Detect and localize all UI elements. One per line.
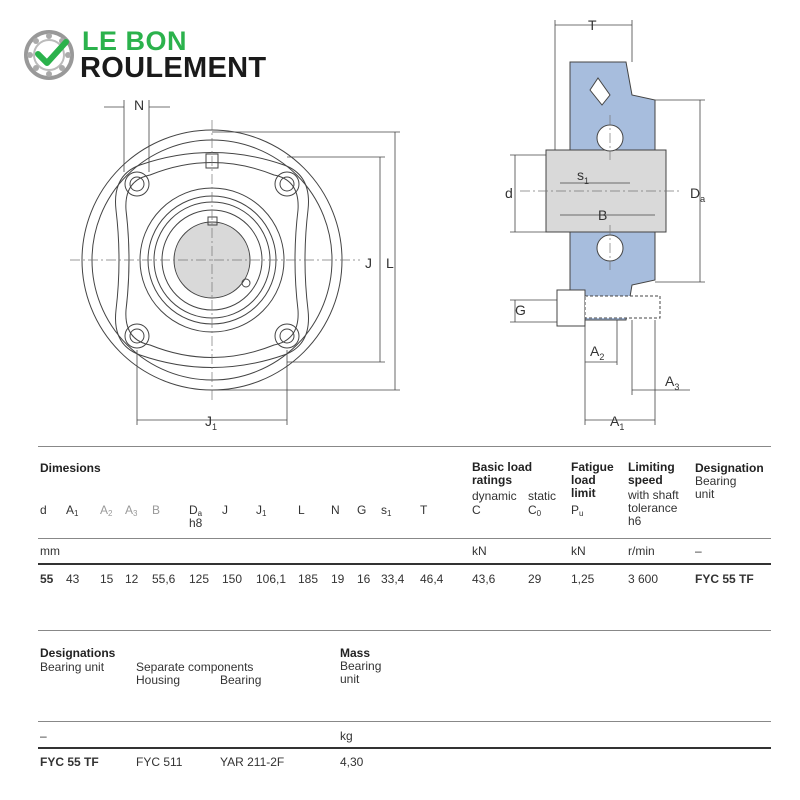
val2-bearing: YAR 211-2F: [220, 755, 285, 769]
table2-mass: Mass: [340, 646, 371, 660]
table1-top-rule: [38, 446, 771, 447]
label-A1: $A_1$: [610, 413, 625, 432]
label-L: L: [386, 255, 394, 271]
table1-group-speed: Limiting speed: [628, 460, 675, 487]
col-C0: $C_0$: [528, 503, 542, 518]
col-J: J: [222, 503, 228, 517]
label-A3: $A_3$: [665, 373, 680, 392]
col-B: B: [152, 503, 161, 517]
table2-unit-dash: –: [40, 729, 47, 743]
label-Da: $D_a$: [690, 185, 706, 204]
unit-kN-load: kN: [472, 544, 487, 558]
val-Pu: 1,25: [571, 572, 595, 586]
label-T: T: [588, 17, 597, 33]
val-d: 55: [40, 572, 54, 586]
col-G: G: [357, 503, 367, 517]
table1-group-designation: Designation: [695, 461, 764, 475]
unit-dash: –: [695, 544, 702, 558]
val-A1: 43: [66, 572, 80, 586]
val-N: 19: [331, 572, 345, 586]
val-s1: 33,4: [381, 572, 405, 586]
col-Da-tol: h8: [189, 516, 203, 530]
label-A2: $A_2$: [590, 343, 605, 362]
val2-housing: FYC 511: [136, 755, 183, 769]
unit-kN-fatigue: kN: [571, 544, 586, 558]
unit-rpm: r/min: [628, 544, 655, 558]
label-J: J: [365, 255, 372, 271]
table2-unit-rule: [38, 747, 771, 749]
col-A3: $A_3$: [125, 503, 138, 518]
table1-group-fatigue: Fatigue load limit: [571, 460, 614, 500]
label-G: G: [515, 302, 526, 318]
table1-group-dimensions: Dimesions: [40, 461, 101, 475]
label-N: N: [134, 97, 145, 113]
val-speed: 3 600: [628, 572, 659, 586]
val-C0: 29: [528, 572, 542, 586]
label-J1: $J_1$: [205, 413, 218, 432]
col-d: d: [40, 503, 47, 517]
col-Pu: $P_u$: [571, 503, 584, 518]
col-N: N: [331, 503, 340, 517]
val-B: 55,6: [152, 572, 176, 586]
val-J: 150: [222, 572, 243, 586]
col-J1: $J_1$: [256, 503, 267, 518]
table1-group-load: Basic load ratings: [472, 460, 533, 487]
val-designation: FYC 55 TF: [695, 572, 754, 586]
table2-header-rule: [38, 721, 771, 722]
label-s1: $s_1$: [577, 167, 590, 186]
col-static: static: [528, 489, 557, 503]
col-T: T: [420, 503, 428, 517]
table1-unit-rule: [38, 563, 771, 565]
label-d: d: [505, 185, 513, 201]
side-view: [546, 62, 666, 326]
col-A1: $A_1$: [66, 503, 79, 518]
val-T: 46,4: [420, 572, 444, 586]
col-C: C: [472, 503, 481, 517]
unit-mm: mm: [40, 544, 60, 558]
table1-header-rule: [38, 538, 771, 539]
col-s1: $s_1$: [381, 503, 392, 518]
val-A2: 15: [100, 572, 114, 586]
col-dynamic: dynamic: [472, 489, 517, 503]
val-G: 16: [357, 572, 371, 586]
val-A3: 12: [125, 572, 139, 586]
table1-speed-sub: with shaft tolerance h6: [628, 488, 679, 528]
table1-designation-sub: Bearing unit: [695, 474, 737, 501]
val-Da: 125: [189, 572, 210, 586]
table2-unit-kg: kg: [340, 729, 353, 743]
col-A2: $A_2$: [100, 503, 113, 518]
table2-mass-sub: Bearing unit: [340, 659, 382, 686]
col-L: L: [298, 503, 305, 517]
val2-mass: 4,30: [340, 755, 364, 769]
table2-separate: Separate components: [136, 660, 254, 674]
col-Da: $D_a$: [189, 503, 203, 518]
label-B: B: [598, 207, 608, 223]
logo-text-bottom: ROULEMENT: [80, 52, 267, 84]
table2-housing: Housing: [136, 673, 181, 687]
val-L: 185: [298, 572, 319, 586]
table2-bearing-unit: Bearing unit: [40, 660, 105, 674]
logo-text-top: LE BON: [82, 26, 188, 56]
val-C: 43,6: [472, 572, 496, 586]
table2-top-rule: [38, 630, 771, 631]
table2-bearing: Bearing: [220, 673, 262, 687]
table2-group-designations: Designations: [40, 646, 116, 660]
val-J1: 106,1: [256, 572, 287, 586]
val2-unit: FYC 55 TF: [40, 755, 99, 769]
